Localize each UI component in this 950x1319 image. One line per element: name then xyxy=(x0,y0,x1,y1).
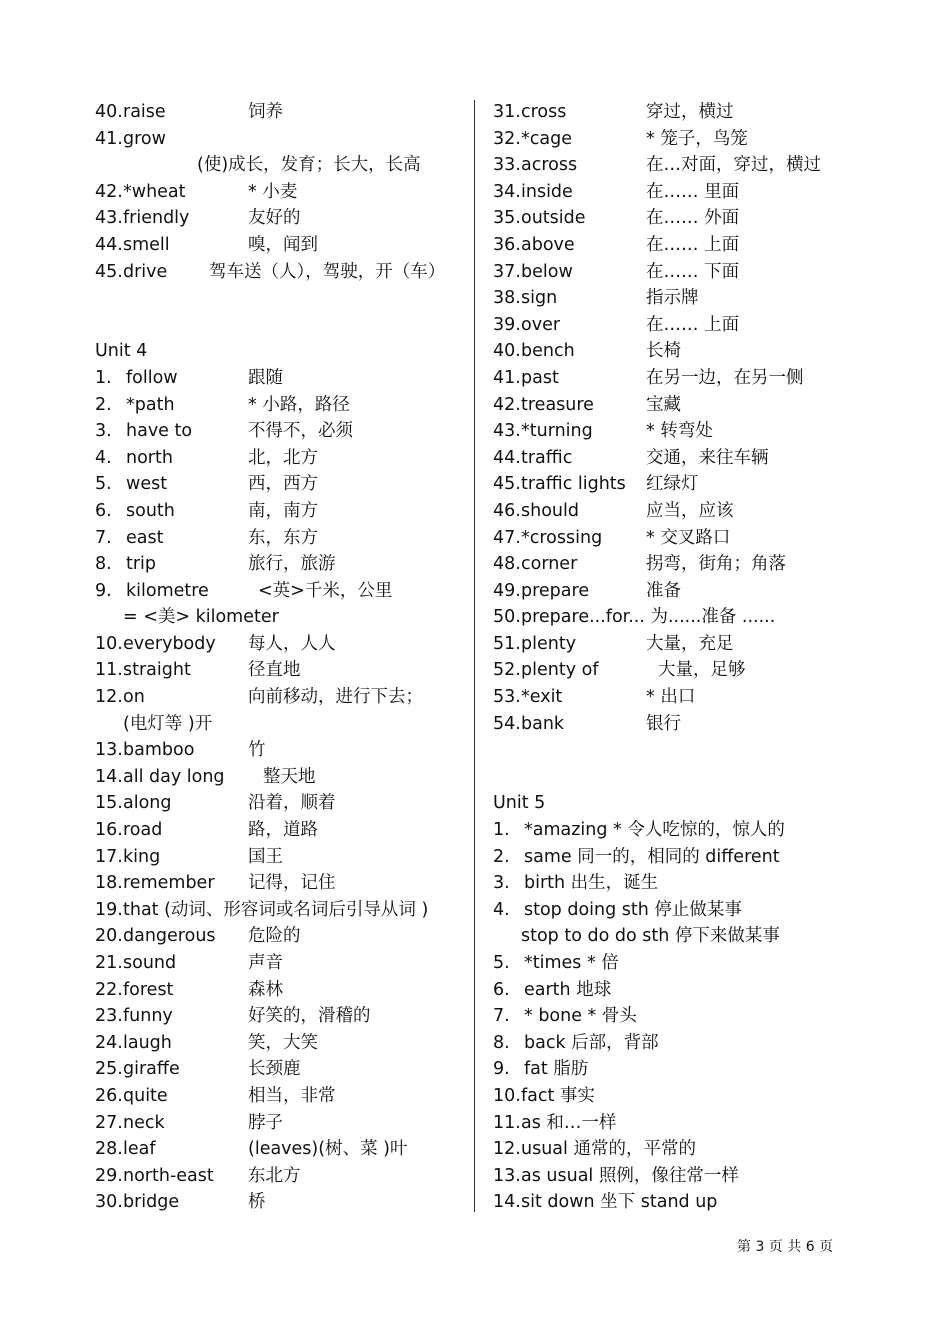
entry-word: drive xyxy=(123,261,168,282)
vocab-entry xyxy=(95,1189,465,1216)
entry-number: 31. xyxy=(493,102,521,122)
entry-number: 18. xyxy=(95,873,123,894)
vocab-entry xyxy=(493,498,893,525)
vocab-entry xyxy=(493,950,893,977)
entry-number: 37. xyxy=(493,261,521,282)
entry-word: *path xyxy=(126,394,175,415)
entry-word: = <美> kilometer xyxy=(123,607,279,628)
entry-word: funny xyxy=(123,1006,173,1027)
entry-number: 6. xyxy=(493,979,510,1000)
entry-meaning: 森林 xyxy=(248,979,283,1000)
entry-word: along xyxy=(123,793,172,814)
entry-word: above xyxy=(521,234,575,255)
entry-number: 10. xyxy=(493,1085,521,1106)
vocab-entry xyxy=(493,152,893,179)
entry-word: have to xyxy=(126,421,193,442)
entry-number: 1. xyxy=(95,367,112,388)
entry-meaning: 整天地 xyxy=(263,766,316,787)
entry-word: treasure xyxy=(521,394,594,415)
vocab-entry xyxy=(95,338,465,365)
vocab-entry xyxy=(95,604,465,631)
vocab-entry xyxy=(493,99,893,126)
vocab-entry xyxy=(95,711,465,738)
vocab-entry xyxy=(95,1110,465,1137)
entry-number: 7. xyxy=(493,1006,510,1027)
vocab-entry xyxy=(493,604,893,631)
column-divider xyxy=(474,100,475,1212)
entry-number: 5. xyxy=(493,953,510,973)
entry-number: 19. xyxy=(95,899,123,920)
entry-word: stop to do do sth 停下来做某事 xyxy=(521,926,780,947)
entry-number: 44. xyxy=(95,234,123,255)
entry-number: 51. xyxy=(493,633,521,654)
entry-meaning: * 笼子，鸟笼 xyxy=(646,128,748,149)
entry-number: 14. xyxy=(493,1192,521,1213)
vocab-entry xyxy=(95,923,465,950)
vocab-entry xyxy=(95,498,465,525)
entry-number: Unit 4 xyxy=(95,341,148,362)
entry-number: 2. xyxy=(95,394,112,415)
entry-meaning: 在…… 下面 xyxy=(646,261,740,282)
entry-word: *exit xyxy=(521,687,563,708)
entry-meaning: 应当，应该 xyxy=(646,500,734,521)
entry-number: 45. xyxy=(493,474,521,495)
entry-word: raise xyxy=(123,102,166,122)
entry-meaning: 桥 xyxy=(248,1192,266,1213)
entry-meaning: 红绿灯 xyxy=(646,474,699,495)
vocab-entry xyxy=(493,259,893,286)
vocab-entry xyxy=(493,471,893,498)
entry-word: north-east xyxy=(123,1165,214,1186)
entry-number: 7. xyxy=(95,527,112,548)
vocab-entry xyxy=(493,711,893,738)
vocab-entry xyxy=(493,445,893,472)
vocab-entry xyxy=(95,205,465,232)
entry-word: across xyxy=(521,155,578,176)
entry-meaning: 嗅，闻到 xyxy=(248,234,318,255)
vocab-entry xyxy=(493,578,893,605)
entry-meaning: 在…… 上面 xyxy=(646,314,740,335)
vocab-entry xyxy=(493,1083,893,1110)
entry-number: 8. xyxy=(493,1032,510,1053)
vocab-entry xyxy=(493,179,893,206)
entry-number: 52. xyxy=(493,660,521,681)
vocab-entry xyxy=(493,392,893,419)
entry-number: 41. xyxy=(95,128,123,149)
vocab-entry xyxy=(95,179,465,206)
entry-meaning: 记得，记住 xyxy=(248,873,336,894)
entry-word: everybody xyxy=(123,633,216,654)
entry-word: fat 脂肪 xyxy=(524,1059,589,1080)
entry-meaning: * 交叉路口 xyxy=(646,527,731,548)
entry-number: 43. xyxy=(95,208,123,229)
entry-number: 23. xyxy=(95,1006,123,1027)
entry-number: 54. xyxy=(493,713,521,734)
entry-meaning: 长椅 xyxy=(646,341,681,362)
vocab-entry xyxy=(95,1056,465,1083)
vocab-entry xyxy=(493,205,893,232)
entry-number: 22. xyxy=(95,979,123,1000)
vocab-entry xyxy=(95,684,465,711)
entry-word: sit down 坐下 stand up xyxy=(521,1192,718,1213)
entry-word: (电灯等 )开 xyxy=(123,713,213,734)
entry-meaning: 交通，来往车辆 xyxy=(646,447,769,468)
entry-number: 13. xyxy=(493,1165,521,1186)
entry-word: prepare xyxy=(521,580,590,601)
entry-word: cross xyxy=(521,102,567,122)
entry-word: earth 地球 xyxy=(524,979,612,1000)
entry-word: follow xyxy=(126,367,178,388)
entry-meaning: <英>千米，公里 xyxy=(258,580,393,601)
entry-word: road xyxy=(123,820,163,841)
entry-word: fact 事实 xyxy=(521,1085,595,1106)
entry-meaning: * 小麦 xyxy=(248,181,298,202)
entry-meaning: 在…… 里面 xyxy=(646,181,740,202)
entry-meaning: 旅行，旅游 xyxy=(248,554,336,575)
entry-number: 12. xyxy=(493,1139,521,1160)
entry-number: 44. xyxy=(493,447,521,468)
entry-word: corner xyxy=(521,554,578,575)
entry-meaning: 大量，充足 xyxy=(646,633,734,654)
entry-word: kilometre xyxy=(126,580,209,601)
vocab-entry xyxy=(95,817,465,844)
entry-number: 2. xyxy=(493,846,510,867)
vocab-entry xyxy=(95,764,465,791)
vocab-entry xyxy=(493,1056,893,1083)
vocab-entry xyxy=(493,338,893,365)
entry-number: 12. xyxy=(95,687,123,708)
vocab-entry xyxy=(493,631,893,658)
vocab-entry xyxy=(493,1136,893,1163)
entry-number: 28. xyxy=(95,1139,123,1160)
entry-meaning: 南，南方 xyxy=(248,500,318,521)
entry-meaning: 笑，大笑 xyxy=(248,1032,318,1053)
entry-word: traffic lights xyxy=(521,474,626,495)
vocab-entry xyxy=(493,764,893,791)
entry-word: birth 出生，诞生 xyxy=(524,873,659,894)
entry-number: 6. xyxy=(95,500,112,521)
entry-word: all day long xyxy=(123,766,225,787)
vocab-entry xyxy=(95,285,465,312)
entry-meaning: (使)成长，发育；长大，长高 xyxy=(197,155,421,176)
entry-meaning: * 小路，路径 xyxy=(248,394,350,415)
entry-meaning: 向前移动，进行下去； xyxy=(248,687,423,708)
entry-number: 13. xyxy=(95,740,123,761)
entry-number: 5. xyxy=(95,474,112,495)
entry-word: straight xyxy=(123,660,191,681)
entry-meaning: 宝藏 xyxy=(646,394,681,415)
entry-number: 40. xyxy=(95,102,123,122)
vocab-entry xyxy=(493,844,893,871)
entry-word: forest xyxy=(123,979,174,1000)
vocab-entry xyxy=(95,312,465,339)
entry-number: 53. xyxy=(493,687,521,708)
vocab-entry xyxy=(95,418,465,445)
entry-number: 36. xyxy=(493,234,521,255)
vocab-entry xyxy=(493,897,893,924)
entry-meaning: 好笑的，滑稽的 xyxy=(248,1006,371,1027)
vocab-entry xyxy=(95,99,465,126)
entry-meaning: 径直地 xyxy=(248,660,301,681)
entry-word: as usual 照例，像往常一样 xyxy=(521,1165,739,1186)
entry-number: 42. xyxy=(95,181,123,202)
entry-meaning: 在…… 外面 xyxy=(646,208,740,229)
entry-meaning: 银行 xyxy=(646,713,681,734)
vocab-entry xyxy=(493,657,893,684)
vocab-entry xyxy=(95,657,465,684)
vocab-entry xyxy=(493,1189,893,1216)
entry-number: 10. xyxy=(95,633,123,654)
vocab-entry xyxy=(95,870,465,897)
entry-number: 40. xyxy=(493,341,521,362)
entry-word: should xyxy=(521,500,579,521)
entry-word: plenty xyxy=(521,633,577,654)
entry-number: 20. xyxy=(95,926,123,947)
entry-number: 11. xyxy=(95,660,123,681)
entry-meaning: 跟随 xyxy=(248,367,283,388)
entry-number: 4. xyxy=(493,899,510,920)
entry-meaning: 友好的 xyxy=(248,208,301,229)
entry-number: 3. xyxy=(493,873,510,894)
entry-number: 3. xyxy=(95,421,112,442)
entry-meaning: 在…对面，穿过，横过 xyxy=(646,155,821,176)
vocab-entry xyxy=(493,1163,893,1190)
vocab-entry xyxy=(493,1003,893,1030)
entry-word: dangerous xyxy=(123,926,216,947)
entry-word: stop doing sth 停止做某事 xyxy=(524,899,742,920)
entry-word: * bone * 骨头 xyxy=(524,1006,637,1027)
entry-meaning: 危险的 xyxy=(248,926,301,947)
entry-word: sound xyxy=(123,953,177,973)
entry-number: 26. xyxy=(95,1085,123,1106)
entry-number: 48. xyxy=(493,554,521,575)
entry-number: 46. xyxy=(493,500,521,521)
vocab-entry xyxy=(493,977,893,1004)
entry-meaning: 指示牌 xyxy=(646,288,699,309)
entry-meaning: 饲养 xyxy=(248,102,283,122)
entry-word: grow xyxy=(123,128,166,149)
vocab-entry xyxy=(95,445,465,472)
entry-number: 15. xyxy=(95,793,123,814)
vocab-entry xyxy=(95,392,465,419)
vocab-entry xyxy=(95,1030,465,1057)
entry-meaning: * 转弯处 xyxy=(646,421,713,442)
entry-meaning: 路，道路 xyxy=(248,820,318,841)
entry-meaning: 准备 xyxy=(646,580,681,601)
entry-word: east xyxy=(126,527,164,548)
entry-word: usual 通常的，平常的 xyxy=(521,1139,696,1160)
vocab-entry xyxy=(95,152,465,179)
vocab-entry xyxy=(95,259,465,286)
page-footer: 第 3 页 共 6 页 xyxy=(737,1239,834,1255)
entry-meaning: 每人，人人 xyxy=(248,633,336,654)
entry-number: 25. xyxy=(95,1059,123,1080)
vocab-entry xyxy=(493,737,893,764)
entry-word: traffic xyxy=(521,447,573,468)
entry-number: 8. xyxy=(95,554,112,575)
entry-meaning: 在…… 上面 xyxy=(646,234,740,255)
entry-word: *turning xyxy=(521,421,593,442)
entry-word: *times * 倍 xyxy=(524,953,619,973)
vocab-entry xyxy=(95,977,465,1004)
entry-number: 33. xyxy=(493,155,521,176)
entry-meaning: 穿过，横过 xyxy=(646,102,734,122)
entry-meaning: 在另一边，在另一侧 xyxy=(646,367,804,388)
vocab-entry xyxy=(493,312,893,339)
vocab-entry xyxy=(493,525,893,552)
entry-number: 24. xyxy=(95,1032,123,1053)
entry-number: 49. xyxy=(493,580,521,601)
entry-meaning: 东北方 xyxy=(248,1165,301,1186)
entry-number: 16. xyxy=(95,820,123,841)
vocab-entry xyxy=(493,923,893,950)
entry-number: 38. xyxy=(493,288,521,309)
entry-word: remember xyxy=(123,873,215,894)
vocab-entry xyxy=(95,365,465,392)
entry-number: 21. xyxy=(95,953,123,973)
entry-word: *wheat xyxy=(123,181,186,202)
vocab-entry xyxy=(95,897,465,924)
entry-meaning: 竹 xyxy=(248,740,266,761)
entry-number: 30. xyxy=(95,1192,123,1213)
vocab-entry xyxy=(95,471,465,498)
vocab-entry xyxy=(95,525,465,552)
vocab-entry xyxy=(493,232,893,259)
entry-number: 43. xyxy=(493,421,521,442)
vocab-entry xyxy=(95,551,465,578)
entry-word: neck xyxy=(123,1112,165,1133)
vocab-entry xyxy=(493,126,893,153)
entry-word: past xyxy=(521,367,559,388)
entry-meaning: 东，东方 xyxy=(248,527,318,548)
entry-word: smell xyxy=(123,234,170,255)
entry-number: 50. xyxy=(493,607,521,628)
entry-word: quite xyxy=(123,1085,168,1106)
entry-word: over xyxy=(521,314,561,335)
vocab-entry xyxy=(493,1030,893,1057)
vocab-entry xyxy=(95,1136,465,1163)
vocab-entry xyxy=(95,1083,465,1110)
entry-word: bridge xyxy=(123,1192,180,1213)
entry-word: *amazing * 令人吃惊的，惊人的 xyxy=(524,820,785,841)
entry-number: 39. xyxy=(493,314,521,335)
vocab-entry xyxy=(95,1163,465,1190)
entry-word: on xyxy=(123,687,145,708)
entry-meaning: 沿着，顺着 xyxy=(248,793,336,814)
vocab-entry xyxy=(493,418,893,445)
entry-number: 9. xyxy=(493,1059,510,1080)
vocab-entry xyxy=(493,285,893,312)
entry-word: back 后部，背部 xyxy=(524,1032,659,1053)
entry-word: leaf xyxy=(123,1139,156,1160)
entry-number: 11. xyxy=(493,1112,521,1133)
entry-number: 34. xyxy=(493,181,521,202)
vocab-entry xyxy=(95,950,465,977)
entry-meaning: 大量，足够 xyxy=(658,660,746,681)
entry-word: that (动词、形容词或名词后引导从词 ) xyxy=(123,899,429,920)
entry-word: giraffe xyxy=(123,1059,180,1080)
entry-number: 42. xyxy=(493,394,521,415)
vocab-entry xyxy=(493,817,893,844)
vocab-entry xyxy=(95,232,465,259)
entry-word: south xyxy=(126,500,175,521)
entry-number: 45. xyxy=(95,261,123,282)
entry-word: king xyxy=(123,846,161,867)
vocab-entry xyxy=(95,126,465,153)
entry-word: bank xyxy=(521,713,565,734)
entry-word: bamboo xyxy=(123,740,195,761)
entry-word: west xyxy=(126,474,168,495)
entry-word: trip xyxy=(126,554,157,575)
vocab-entry xyxy=(493,790,893,817)
entry-meaning: * 出口 xyxy=(646,687,696,708)
vocab-entry xyxy=(493,870,893,897)
left-column xyxy=(95,99,465,1216)
entry-number: Unit 5 xyxy=(493,793,546,814)
entry-number: 14. xyxy=(95,766,123,787)
entry-number: 32. xyxy=(493,128,521,149)
entry-meaning: 声音 xyxy=(248,953,283,973)
vocab-entry xyxy=(493,1110,893,1137)
entry-word: north xyxy=(126,447,173,468)
vocab-entry xyxy=(95,1003,465,1030)
entry-number: 29. xyxy=(95,1165,123,1186)
entry-word: *crossing xyxy=(521,527,603,548)
entry-word: as 和…一样 xyxy=(521,1112,617,1133)
vocab-entry xyxy=(95,578,465,605)
entry-word: laugh xyxy=(123,1032,172,1053)
entry-meaning: 国王 xyxy=(248,846,283,867)
entry-meaning: 不得不，必须 xyxy=(248,421,353,442)
vocab-entry xyxy=(493,684,893,711)
entry-number: 9. xyxy=(95,580,112,601)
entry-word: outside xyxy=(521,208,586,229)
vocab-entry xyxy=(95,844,465,871)
entry-meaning: (leaves)(树、菜 )叶 xyxy=(248,1139,408,1160)
entry-word: same 同一的，相同的 different xyxy=(524,846,780,867)
entry-word: plenty of xyxy=(521,660,599,681)
entry-word: bench xyxy=(521,341,575,362)
vocab-entry xyxy=(493,365,893,392)
entry-meaning: 北，北方 xyxy=(248,447,318,468)
vocab-entry xyxy=(95,631,465,658)
entry-number: 4. xyxy=(95,447,112,468)
entry-word: sign xyxy=(521,288,558,309)
entry-number: 41. xyxy=(493,367,521,388)
entry-word: *cage xyxy=(521,128,572,149)
entry-number: 1. xyxy=(493,820,510,841)
entry-meaning: 西，西方 xyxy=(248,474,318,495)
entry-number: 17. xyxy=(95,846,123,867)
entry-meaning: 相当，非常 xyxy=(248,1085,336,1106)
entry-word: inside xyxy=(521,181,573,202)
vocab-entry xyxy=(95,737,465,764)
entry-word: below xyxy=(521,261,573,282)
entry-word: prepare...for... 为......准备 ...... xyxy=(521,607,776,628)
entry-number: 47. xyxy=(493,527,521,548)
entry-word: friendly xyxy=(123,208,190,229)
entry-meaning: 脖子 xyxy=(248,1112,283,1133)
right-column xyxy=(493,99,893,1216)
entry-meaning: 拐弯，街角；角落 xyxy=(646,554,786,575)
vocab-entry xyxy=(493,551,893,578)
entry-meaning: 驾车送（人），驾驶，开（车） xyxy=(209,261,446,282)
entry-number: 27. xyxy=(95,1112,123,1133)
entry-meaning: 长颈鹿 xyxy=(248,1059,301,1080)
vocab-entry xyxy=(95,790,465,817)
entry-number: 35. xyxy=(493,208,521,229)
